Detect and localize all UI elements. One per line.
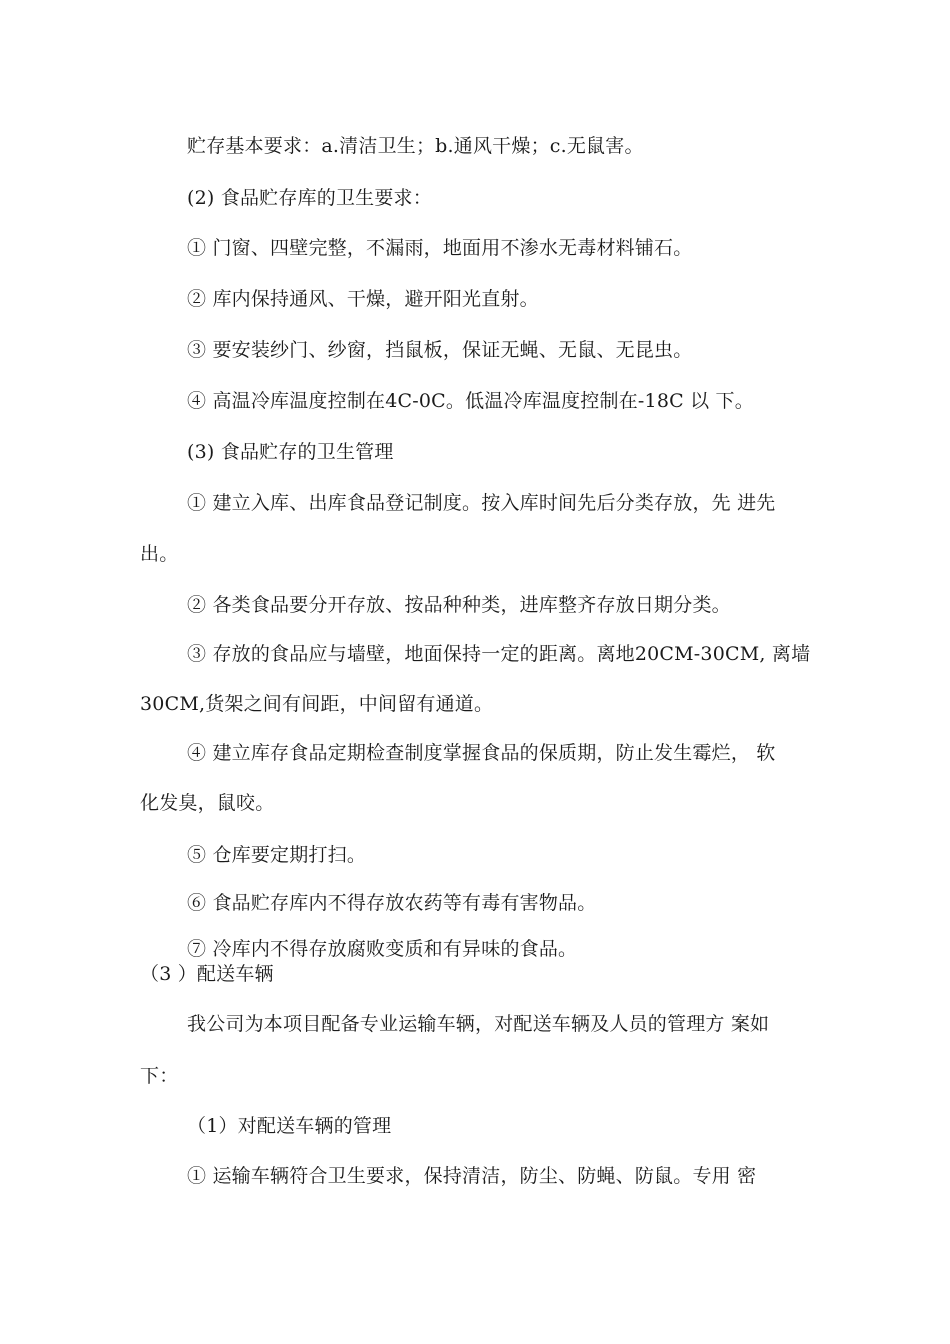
paragraph-vehicle-plan-line-1: 我公司为本项目配备专业运输车辆，对配送车辆及人员的管理方 案如 bbox=[187, 1013, 770, 1035]
list-item-inspection-line-1: ④ 建立库存食品定期检查制度掌握食品的保质期，防止发生霉烂， 软 bbox=[187, 742, 776, 764]
list-item-cleaning: ⑤ 仓库要定期打扫。 bbox=[187, 844, 367, 866]
list-item-vehicle-hygiene: ① 运输车辆符合卫生要求，保持清洁，防尘、防蝇、防鼠。专用 密 bbox=[187, 1165, 757, 1187]
list-item-cold-storage-temperature: ④ 高温冷库温度控制在4C-0C。低温冷库温度控制在-18C 以 下。 bbox=[187, 390, 754, 412]
list-item-registration-line-2: 出。 bbox=[140, 543, 179, 565]
list-item-separate-storage: ② 各类食品要分开存放、按品种种类，进库整齐存放日期分类。 bbox=[187, 594, 731, 616]
list-item-ventilation: ② 库内保持通风、干燥，避开阳光直射。 bbox=[187, 288, 539, 310]
list-item-no-spoiled-food: ⑦ 冷库内不得存放腐败变质和有异味的食品。 bbox=[187, 938, 578, 960]
list-item-distance-line-1: ③ 存放的食品应与墙壁，地面保持一定的距离。离地20CM-30CM, 离墙 bbox=[187, 643, 811, 665]
heading-storage-management: (3) 食品贮存的卫生管理 bbox=[187, 441, 394, 463]
paragraph-vehicle-plan-line-2: 下： bbox=[140, 1065, 179, 1087]
list-item-doors-windows: ① 门窗、四壁完整，不漏雨，地面用不渗水无毒材料铺石。 bbox=[187, 237, 693, 259]
list-item-inspection-line-2: 化发臭，鼠咬。 bbox=[140, 792, 275, 814]
list-item-distance-line-2: 30CM,货架之间有间距，中间留有通道。 bbox=[140, 693, 494, 715]
paragraph-storage-basic-requirements: 贮存基本要求：a.清洁卫生；b.通风干燥；c.无鼠害。 bbox=[187, 135, 644, 157]
heading-delivery-vehicles: （3 ）配送车辆 bbox=[140, 963, 274, 985]
heading-storage-warehouse-hygiene: (2) 食品贮存库的卫生要求： bbox=[187, 187, 432, 209]
heading-vehicle-management: （1）对配送车辆的管理 bbox=[187, 1115, 392, 1137]
list-item-screens: ③ 要安装纱门、纱窗，挡鼠板，保证无蝇、无鼠、无昆虫。 bbox=[187, 339, 693, 361]
list-item-no-pesticides: ⑥ 食品贮存库内不得存放农药等有毒有害物品。 bbox=[187, 892, 597, 914]
list-item-registration-line-1: ① 建立入库、出库食品登记制度。按入库时间先后分类存放，先 进先 bbox=[187, 492, 776, 514]
